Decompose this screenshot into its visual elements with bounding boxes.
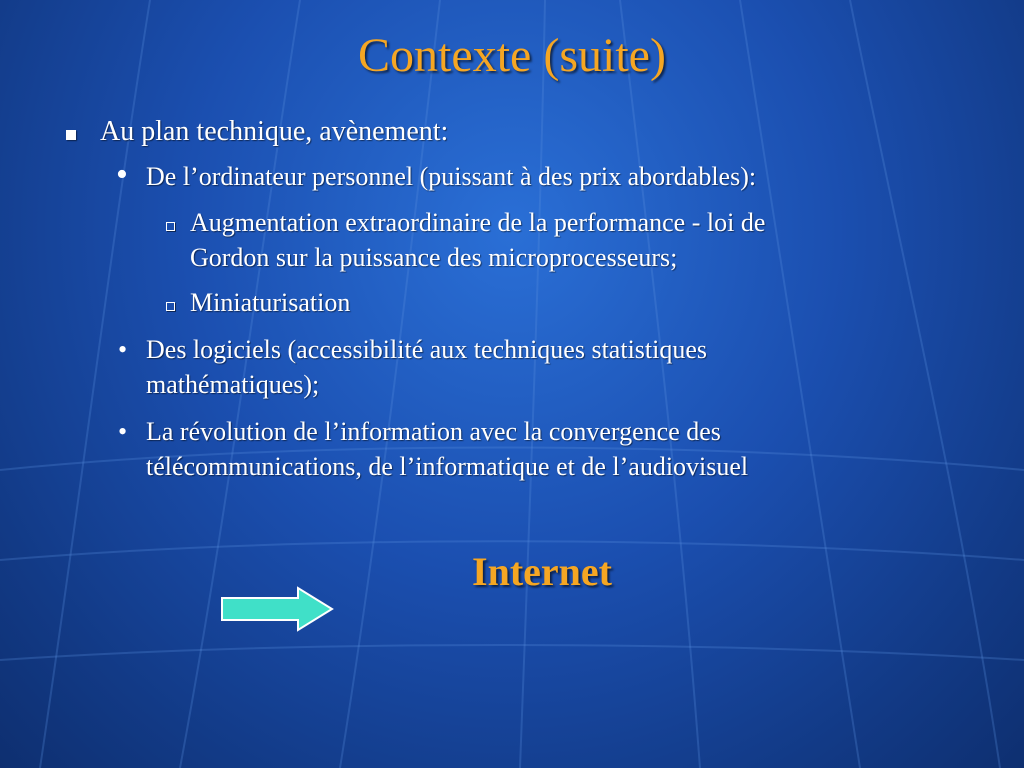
bullet-dot-icon: • [118,335,128,364]
bullet-hollow-square-icon [166,302,175,311]
right-arrow-icon [218,586,338,634]
bullet-text: Des logiciels (accessibilité aux techniques statistiques [146,335,708,364]
bullet-text: De l’ordinateur personnel (puissant à des prix abordables): [146,162,757,191]
bullet-text: Augmentation extraordinaire de la performance - loi de [190,208,766,237]
bullet-dot-icon: • [118,417,128,446]
slide-title: Contexte (suite) [358,29,666,82]
bullet-text: télécommunications, de l’informatique et de l’audiovisuel [146,452,749,481]
bullet-square-icon [66,130,76,140]
bullet-text: Miniaturisation [190,288,351,317]
internet-callout: Internet [472,549,612,594]
bullet-text: Au plan technique, avènement: [100,116,449,147]
bullet-text: mathématiques); [146,370,320,399]
bullet-text: La révolution de l’information avec la convergence des [146,417,721,446]
bullet-dot-icon: • [116,156,128,193]
bullet-text: Gordon sur la puissance des microprocesseurs; [190,243,678,272]
bullet-hollow-square-icon [166,222,175,231]
